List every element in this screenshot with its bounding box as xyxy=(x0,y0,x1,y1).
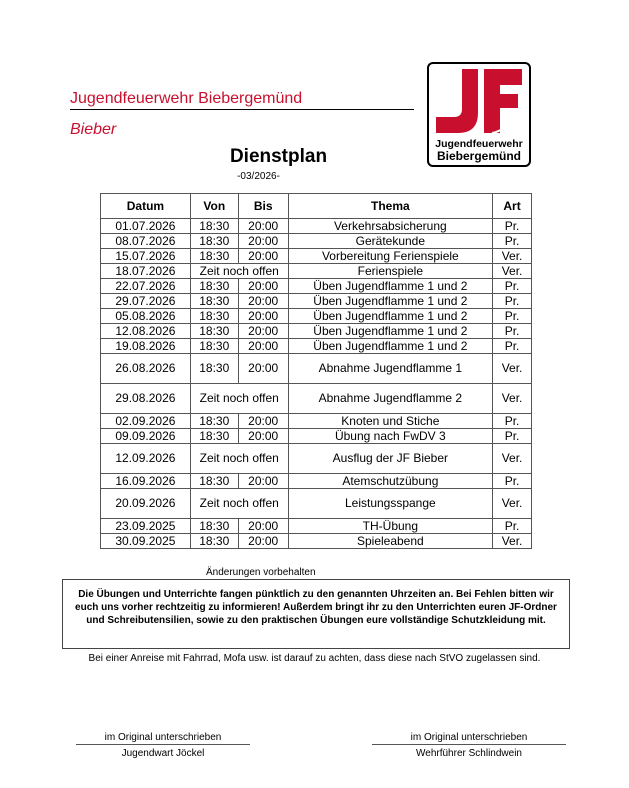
cell-art: Pr. xyxy=(493,309,532,324)
table-row xyxy=(101,279,532,294)
cell-datum: 26.08.2026 xyxy=(101,354,191,384)
cell-art: Pr. xyxy=(493,474,532,489)
table-row xyxy=(101,429,532,444)
cell-von: 18:30 xyxy=(190,339,238,354)
cell-bis: 20:00 xyxy=(238,234,288,249)
cell-thema: Abnahme Jugendflamme 2 xyxy=(288,384,492,414)
cell-bis: 20:00 xyxy=(238,219,288,234)
table-header-row xyxy=(101,194,532,219)
cell-bis: 20:00 xyxy=(238,354,288,384)
logo-text-line1: Jugendfeuerwehr xyxy=(435,138,523,150)
cell-art: Pr. xyxy=(493,519,532,534)
cell-datum: 16.09.2026 xyxy=(101,474,191,489)
cell-datum: 22.07.2026 xyxy=(101,279,191,294)
cell-art: Ver. xyxy=(493,489,532,519)
cell-thema: Vorbereitung Ferienspiele xyxy=(288,249,492,264)
cell-von: 18:30 xyxy=(190,354,238,384)
cell-thema: Leistungsspange xyxy=(288,489,492,519)
table-row xyxy=(101,309,532,324)
cell-thema: Ferienspiele xyxy=(288,264,492,279)
column-header-von: Von xyxy=(190,194,238,219)
cell-datum: 30.09.2025 xyxy=(101,534,191,549)
cell-datum: 20.09.2026 xyxy=(101,489,191,519)
table-row xyxy=(101,219,532,234)
schedule-table xyxy=(100,193,532,549)
table-row xyxy=(101,354,532,384)
cell-art: Ver. xyxy=(493,264,532,279)
cell-thema: Üben Jugendflamme 1 und 2 xyxy=(288,339,492,354)
cell-thema: TH-Übung xyxy=(288,519,492,534)
cell-art: Ver. xyxy=(493,384,532,414)
column-header-datum: Datum xyxy=(101,194,191,219)
cell-datum: 15.07.2026 xyxy=(101,249,191,264)
cell-art: Pr. xyxy=(493,219,532,234)
signature-name: Wehrführer Schlindwein xyxy=(416,748,522,759)
table-row xyxy=(101,249,532,264)
cell-thema: Übung nach FwDV 3 xyxy=(288,429,492,444)
cell-datum: 02.09.2026 xyxy=(101,414,191,429)
cell-von: 18:30 xyxy=(190,474,238,489)
cell-bis: 20:00 xyxy=(238,294,288,309)
cell-datum: 09.09.2026 xyxy=(101,429,191,444)
cell-von: 18:30 xyxy=(190,324,238,339)
cell-von: 18:30 xyxy=(190,279,238,294)
info-box: Die Übungen und Unterrichte fangen pünktlich zu den genannten Uhrzeiten an. Bei Fehlen bitten wir euch uns vorher rechtzeitig zu informieren! Außerdem bringt ihr zu den Unterrichten euren JF-Ordner und Schreibutensilien, sowie zu den praktischen Übungen eure vollständige Schutzkleidung mit. xyxy=(62,579,570,649)
cell-thema: Üben Jugendflamme 1 und 2 xyxy=(288,294,492,309)
cell-thema: Üben Jugendflamme 1 und 2 xyxy=(288,309,492,324)
cell-art: Pr. xyxy=(493,279,532,294)
cell-bis: 20:00 xyxy=(238,429,288,444)
table-row xyxy=(101,264,532,279)
cell-datum: 01.07.2026 xyxy=(101,219,191,234)
logo-text-line2: Biebergemünd xyxy=(436,149,521,163)
cell-thema: Atemschutzübung xyxy=(288,474,492,489)
table-row xyxy=(101,474,532,489)
cell-datum: 29.08.2026 xyxy=(101,384,191,414)
cell-bis: 20:00 xyxy=(238,249,288,264)
signature-name: Jugendwart Jöckel xyxy=(121,748,205,759)
cell-thema: Spieleabend xyxy=(288,534,492,549)
cell-zeit: Zeit noch offen xyxy=(190,264,288,279)
cell-bis: 20:00 xyxy=(238,534,288,549)
cell-thema: Verkehrsabsicherung xyxy=(288,219,492,234)
cell-datum: 18.07.2026 xyxy=(101,264,191,279)
cell-art: Ver. xyxy=(493,534,532,549)
column-header-art: Art xyxy=(493,194,532,219)
cell-von: 18:30 xyxy=(190,519,238,534)
column-header-thema: Thema xyxy=(288,194,492,219)
cell-zeit: Zeit noch offen xyxy=(190,384,288,414)
cell-von: 18:30 xyxy=(190,534,238,549)
cell-art: Pr. xyxy=(493,294,532,309)
changes-note: Änderungen vorbehalten xyxy=(206,567,316,578)
signature-right xyxy=(372,732,566,759)
table-row xyxy=(101,339,532,354)
cell-bis: 20:00 xyxy=(238,519,288,534)
table-row xyxy=(101,519,532,534)
cell-datum: 05.08.2026 xyxy=(101,309,191,324)
cell-thema: Gerätekunde xyxy=(288,234,492,249)
cell-art: Pr. xyxy=(493,324,532,339)
travel-note: Bei einer Anreise mit Fahrrad, Mofa usw. ist darauf zu achten, dass diese nach StVO zugelassen sind. xyxy=(88,653,541,664)
table-row xyxy=(101,414,532,429)
cell-zeit: Zeit noch offen xyxy=(190,489,288,519)
cell-thema: Ausflug der JF Bieber xyxy=(288,444,492,474)
cell-von: 18:30 xyxy=(190,294,238,309)
cell-art: Pr. xyxy=(493,234,532,249)
document-period: -03/2026- xyxy=(237,171,280,182)
cell-zeit: Zeit noch offen xyxy=(190,444,288,474)
cell-art: Pr. xyxy=(493,414,532,429)
table-row xyxy=(101,234,532,249)
cell-von: 18:30 xyxy=(190,309,238,324)
table-row xyxy=(101,384,532,414)
cell-art: Ver. xyxy=(493,249,532,264)
cell-bis: 20:00 xyxy=(238,279,288,294)
table-row xyxy=(101,534,532,549)
cell-datum: 19.08.2026 xyxy=(101,339,191,354)
signature-left xyxy=(76,732,250,759)
cell-bis: 20:00 xyxy=(238,339,288,354)
cell-datum: 12.09.2026 xyxy=(101,444,191,474)
column-header-bis: Bis xyxy=(238,194,288,219)
cell-art: Ver. xyxy=(493,444,532,474)
cell-bis: 20:00 xyxy=(238,324,288,339)
cell-datum: 12.08.2026 xyxy=(101,324,191,339)
cell-von: 18:30 xyxy=(190,249,238,264)
cell-datum: 29.07.2026 xyxy=(101,294,191,309)
document-title: Dienstplan xyxy=(229,146,328,167)
cell-art: Ver. xyxy=(493,354,532,384)
cell-art: Pr. xyxy=(493,429,532,444)
table-row xyxy=(101,489,532,519)
organization-name: Jugendfeuerwehr Biebergemünd xyxy=(70,90,414,110)
cell-thema: Üben Jugendflamme 1 und 2 xyxy=(288,324,492,339)
cell-von: 18:30 xyxy=(190,234,238,249)
cell-bis: 20:00 xyxy=(238,414,288,429)
jf-logo-icon xyxy=(434,67,524,137)
cell-datum: 08.07.2026 xyxy=(101,234,191,249)
cell-von: 18:30 xyxy=(190,219,238,234)
organization-place: Bieber xyxy=(70,121,117,138)
signature-line-text: im Original unterschrieben xyxy=(372,732,566,745)
table-row xyxy=(101,294,532,309)
table-row xyxy=(101,324,532,339)
cell-thema: Üben Jugendflamme 1 und 2 xyxy=(288,279,492,294)
table-row xyxy=(101,444,532,474)
cell-von: 18:30 xyxy=(190,414,238,429)
signature-line-text: im Original unterschrieben xyxy=(76,732,250,745)
cell-art: Pr. xyxy=(493,339,532,354)
cell-bis: 20:00 xyxy=(238,474,288,489)
cell-thema: Abnahme Jugendflamme 1 xyxy=(288,354,492,384)
cell-thema: Knoten und Stiche xyxy=(288,414,492,429)
cell-datum: 23.09.2025 xyxy=(101,519,191,534)
cell-von: 18:30 xyxy=(190,429,238,444)
cell-bis: 20:00 xyxy=(238,309,288,324)
